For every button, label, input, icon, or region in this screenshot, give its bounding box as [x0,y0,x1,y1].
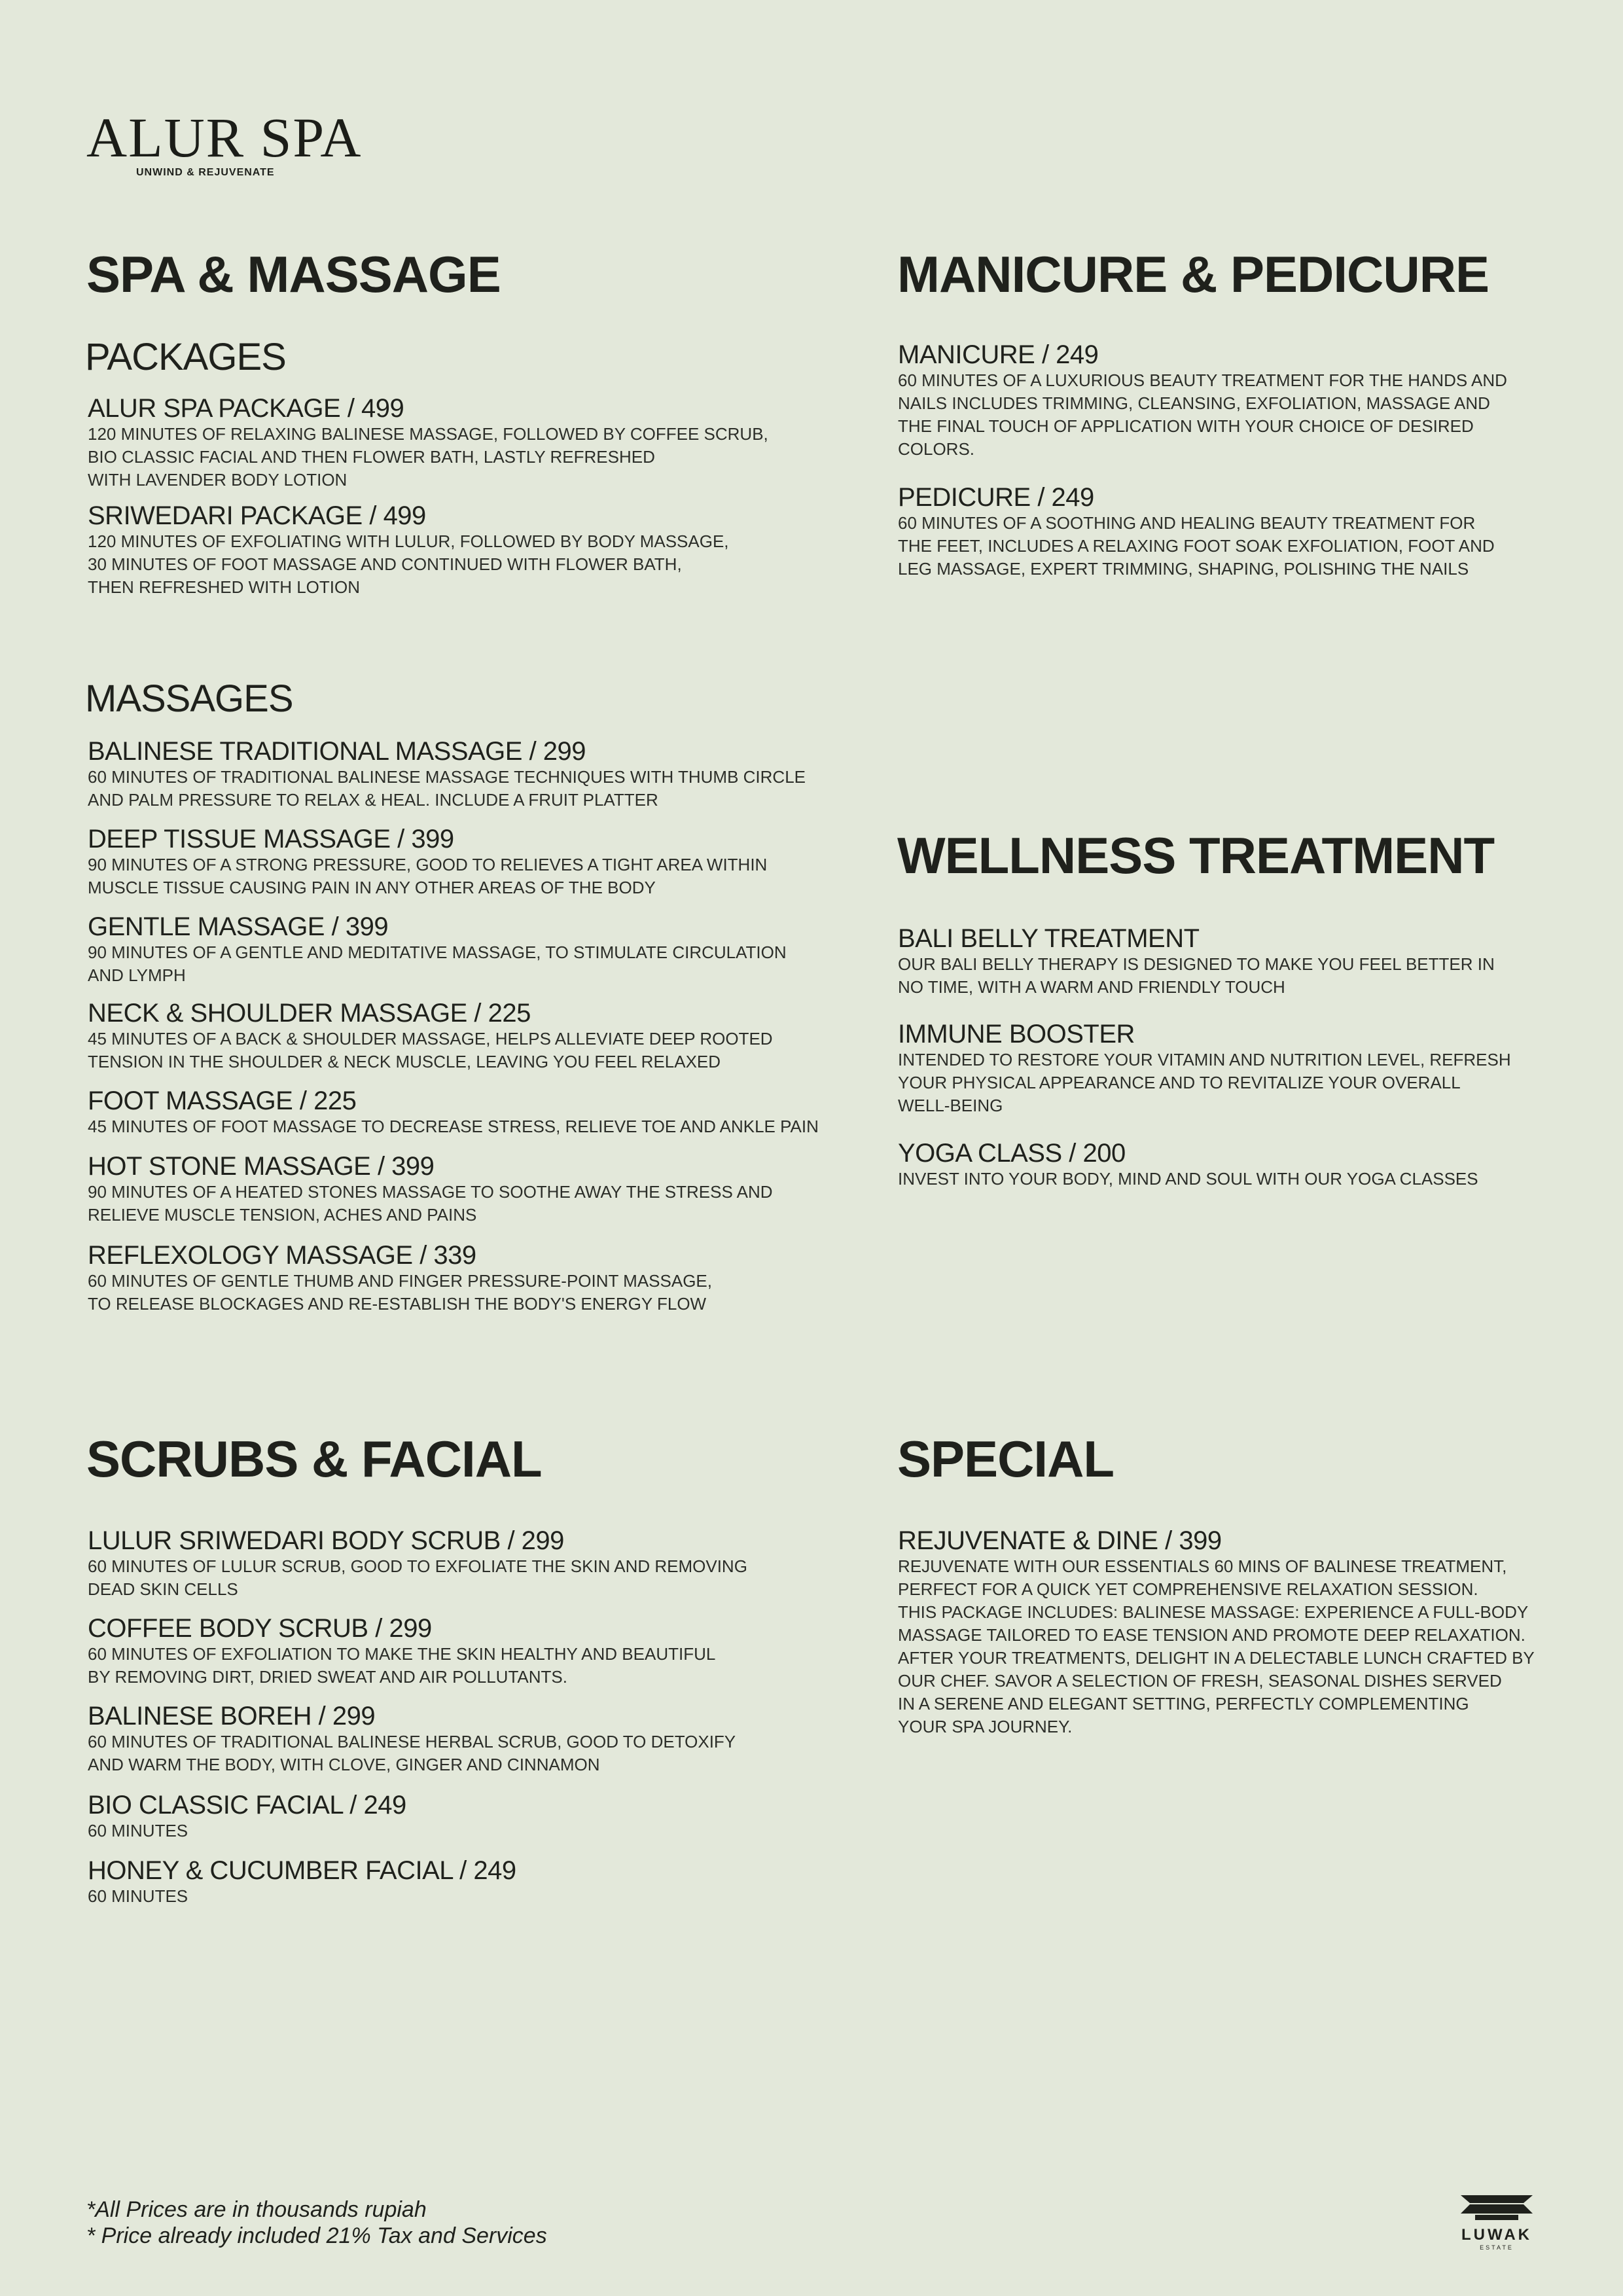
section-heading-special: SPECIAL [897,1430,1115,1488]
footer-note-tax: * Price already included 21% Tax and Services [86,2223,547,2248]
footer-note-prices: *All Prices are in thousands rupiah [86,2197,427,2222]
desc-line: OUR BALI BELLY THERAPY IS DESIGNED TO MAKE YOU FEEL BETTER IN [898,954,1495,974]
luwak-emblem-icon [1455,2194,1538,2223]
item-title: NECK & SHOULDER MASSAGE / 225 [88,999,531,1028]
desc-line: TO RELEASE BLOCKAGES AND RE-ESTABLISH THE BODY'S ENERGY FLOW [88,1294,707,1314]
packages-list-2 [88,501,729,599]
menu-item [898,483,1495,581]
desc-line: AND WARM THE BODY, WITH CLOVE, GINGER AND CINNAMON [88,1755,600,1774]
item-description [88,423,768,492]
subsection-heading-massages: MASSAGES [85,677,293,720]
item-title: REFLEXOLOGY MASSAGE / 339 [88,1241,476,1270]
menu-item [88,737,806,812]
desc-line: WITH LAVENDER BODY LOTION [88,470,348,490]
section-heading-scrubs-facial: SCRUBS & FACIAL [86,1430,542,1488]
luwak-subtext: ESTATE [1480,2244,1514,2251]
menu-item [898,340,1507,461]
luwak-logo [1455,2194,1538,2251]
item-title: BIO CLASSIC FACIAL / 249 [88,1791,406,1820]
menu-item [88,825,767,899]
item-description [88,1028,773,1073]
desc-line: THE FINAL TOUCH OF APPLICATION WITH YOUR CHOICE OF DESIRED [898,416,1474,436]
brand-logo: ALUR SPA [86,106,363,169]
desc-line: RELIEVE MUSCLE TENSION, ACHES AND PAINS [88,1205,477,1225]
item-title: REJUVENATE & DINE / 399 [898,1526,1222,1555]
luwak-wordmark: LUWAK [1461,2226,1532,2244]
desc-line: INVEST INTO YOUR BODY, MIND AND SOUL WITH OUR YOGA CLASSES [898,1169,1478,1189]
item-description [88,941,787,987]
desc-line: WELL-BEING [898,1096,1003,1115]
desc-line: THIS PACKAGE INCLUDES: BALINESE MASSAGE: EXPERIENCE A FULL-BODY [898,1602,1529,1622]
desc-line: THEN REFRESHED WITH LOTION [88,577,361,597]
desc-line: 120 MINUTES OF RELAXING BALINESE MASSAGE, FOLLOWED BY COFFEE SCRUB, [88,424,768,444]
menu-item [88,1241,712,1316]
desc-line: PERFECT FOR A QUICK YET COMPREHENSIVE RELAXATION SESSION. [898,1579,1478,1599]
item-title: DEEP TISSUE MASSAGE / 399 [88,825,454,853]
item-title: LULUR SRIWEDARI BODY SCRUB / 299 [88,1526,564,1555]
item-description [88,1731,736,1776]
desc-line: YOUR PHYSICAL APPEARANCE AND TO REVITALIZE YOUR OVERALL [898,1073,1461,1092]
item-description [88,853,767,899]
menu-item [88,1614,715,1689]
desc-line: 45 MINUTES OF A BACK & SHOULDER MASSAGE, HELPS ALLEVIATE DEEP ROOTED [88,1029,773,1049]
item-description [88,1555,747,1601]
item-description [88,1820,406,1842]
desc-line: OUR CHEF. SAVOR A SELECTION OF FRESH, SEASONAL DISHES SERVED [898,1671,1502,1691]
menu-item [898,1020,1511,1117]
desc-line: DEAD SKIN CELLS [88,1579,238,1599]
item-title: MANICURE / 249 [898,340,1099,369]
desc-line: NO TIME, WITH A WARM AND FRIENDLY TOUCH [898,977,1285,997]
item-title: GENTLE MASSAGE / 399 [88,912,389,941]
menu-item [88,999,773,1073]
item-title: FOOT MASSAGE / 225 [88,1086,357,1115]
desc-line: REJUVENATE WITH OUR ESSENTIALS 60 MINS OF BALINESE TREATMENT, [898,1556,1507,1576]
menu-item [88,912,787,987]
item-title: HONEY & CUCUMBER FACIAL / 249 [88,1856,516,1885]
menu-item [88,1086,819,1138]
desc-line: MUSCLE TISSUE CAUSING PAIN IN ANY OTHER AREAS OF THE BODY [88,878,656,897]
item-description [88,1643,715,1689]
item-title: BALINESE TRADITIONAL MASSAGE / 299 [88,737,586,766]
desc-line: AND PALM PRESSURE TO RELAX & HEAL. INCLUDE A FRUIT PLATTER [88,790,658,810]
desc-line: LEG MASSAGE, EXPERT TRIMMING, SHAPING, POLISHING THE NAILS [898,559,1469,579]
desc-line: INTENDED TO RESTORE YOUR VITAMIN AND NUTRITION LEVEL, REFRESH [898,1050,1511,1069]
item-description [88,1885,516,1908]
menu-item [88,394,768,492]
menu-item [88,1702,736,1776]
item-description [898,369,1507,461]
menu-item [88,501,729,599]
desc-line: 60 MINUTES [88,1821,188,1840]
item-title: ALUR SPA PACKAGE / 499 [88,394,404,423]
desc-line: 60 MINUTES [88,1886,188,1906]
menu-item [898,924,1495,999]
desc-line: NAILS INCLUDES TRIMMING, CLEANSING, EXFOLIATION, MASSAGE AND [898,393,1490,413]
item-description [898,1555,1535,1738]
subsection-heading-packages: PACKAGES [85,336,286,378]
section-heading-wellness: WELLNESS TREATMENT [897,827,1495,884]
desc-line: 90 MINUTES OF A GENTLE AND MEDITATIVE MASSAGE, TO STIMULATE CIRCULATION [88,942,787,962]
desc-line: 60 MINUTES OF GENTLE THUMB AND FINGER PRESSURE-POINT MASSAGE, [88,1271,712,1291]
item-description [88,1115,819,1138]
menu-item [88,1791,406,1842]
item-description [898,1049,1511,1117]
item-description [88,1181,773,1227]
menu-item [898,1139,1478,1191]
item-title: YOGA CLASS / 200 [898,1139,1126,1168]
desc-line: THE FEET, INCLUDES A RELAXING FOOT SOAK EXFOLIATION, FOOT AND [898,536,1495,556]
desc-line: YOUR SPA JOURNEY. [898,1717,1073,1736]
desc-line: COLORS. [898,439,975,459]
item-title: PEDICURE / 249 [898,483,1094,512]
desc-line: 60 MINUTES OF LULUR SCRUB, GOOD TO EXFOLIATE THE SKIN AND REMOVING [88,1556,747,1576]
item-description [88,530,729,599]
item-description [898,953,1495,999]
menu-item [88,1152,773,1227]
item-description [898,512,1495,581]
desc-line: AFTER YOUR TREATMENTS, DELIGHT IN A DELECTABLE LUNCH CRAFTED BY [898,1648,1535,1668]
item-title: IMMUNE BOOSTER [898,1020,1135,1049]
desc-line: 30 MINUTES OF FOOT MASSAGE AND CONTINUED WITH FLOWER BATH, [88,554,682,574]
packages-list [88,394,768,492]
item-title: COFFEE BODY SCRUB / 299 [88,1614,432,1643]
menu-item [88,1856,516,1908]
desc-line: MASSAGE TAILORED TO EASE TENSION AND PROMOTE DEEP RELAXATION. [898,1625,1525,1645]
desc-line: 60 MINUTES OF TRADITIONAL BALINESE HERBAL SCRUB, GOOD TO DETOXIFY [88,1732,736,1751]
section-heading-manicure-pedicure: MANICURE & PEDICURE [897,245,1489,303]
desc-line: 45 MINUTES OF FOOT MASSAGE TO DECREASE STRESS, RELIEVE TOE AND ANKLE PAIN [88,1117,819,1136]
item-description [88,1270,712,1316]
menu-item [88,1526,747,1601]
desc-line: 60 MINUTES OF A SOOTHING AND HEALING BEAUTY TREATMENT FOR [898,513,1476,533]
item-title: BALINESE BOREH / 299 [88,1702,376,1731]
item-title: SRIWEDARI PACKAGE / 499 [88,501,426,530]
desc-line: 60 MINUTES OF TRADITIONAL BALINESE MASSAGE TECHNIQUES WITH THUMB CIRCLE [88,767,806,787]
section-heading-spa-massage: SPA & MASSAGE [86,245,501,303]
item-description [898,1168,1478,1191]
item-description [88,766,806,812]
brand-tagline: UNWIND & REJUVENATE [136,167,275,178]
desc-line: AND LYMPH [88,965,186,985]
desc-line: IN A SERENE AND ELEGANT SETTING, PERFECTLY COMPLEMENTING [898,1694,1469,1713]
menu-item [898,1526,1535,1738]
desc-line: 90 MINUTES OF A STRONG PRESSURE, GOOD TO RELIEVES A TIGHT AREA WITHIN [88,855,768,874]
desc-line: 90 MINUTES OF A HEATED STONES MASSAGE TO SOOTHE AWAY THE STRESS AND [88,1182,773,1202]
desc-line: 60 MINUTES OF A LUXURIOUS BEAUTY TREATMENT FOR THE HANDS AND [898,370,1507,390]
desc-line: TENSION IN THE SHOULDER & NECK MUSCLE, LEAVING YOU FEEL RELAXED [88,1052,721,1071]
item-title: BALI BELLY TREATMENT [898,924,1200,953]
desc-line: 120 MINUTES OF EXFOLIATING WITH LULUR, FOLLOWED BY BODY MASSAGE, [88,531,729,551]
desc-line: BY REMOVING DIRT, DRIED SWEAT AND AIR POLLUTANTS. [88,1667,567,1687]
desc-line: BIO CLASSIC FACIAL AND THEN FLOWER BATH, LASTLY REFRESHED [88,447,655,467]
desc-line: 60 MINUTES OF EXFOLIATION TO MAKE THE SKIN HEALTHY AND BEAUTIFUL [88,1644,716,1664]
item-title: HOT STONE MASSAGE / 399 [88,1152,435,1181]
